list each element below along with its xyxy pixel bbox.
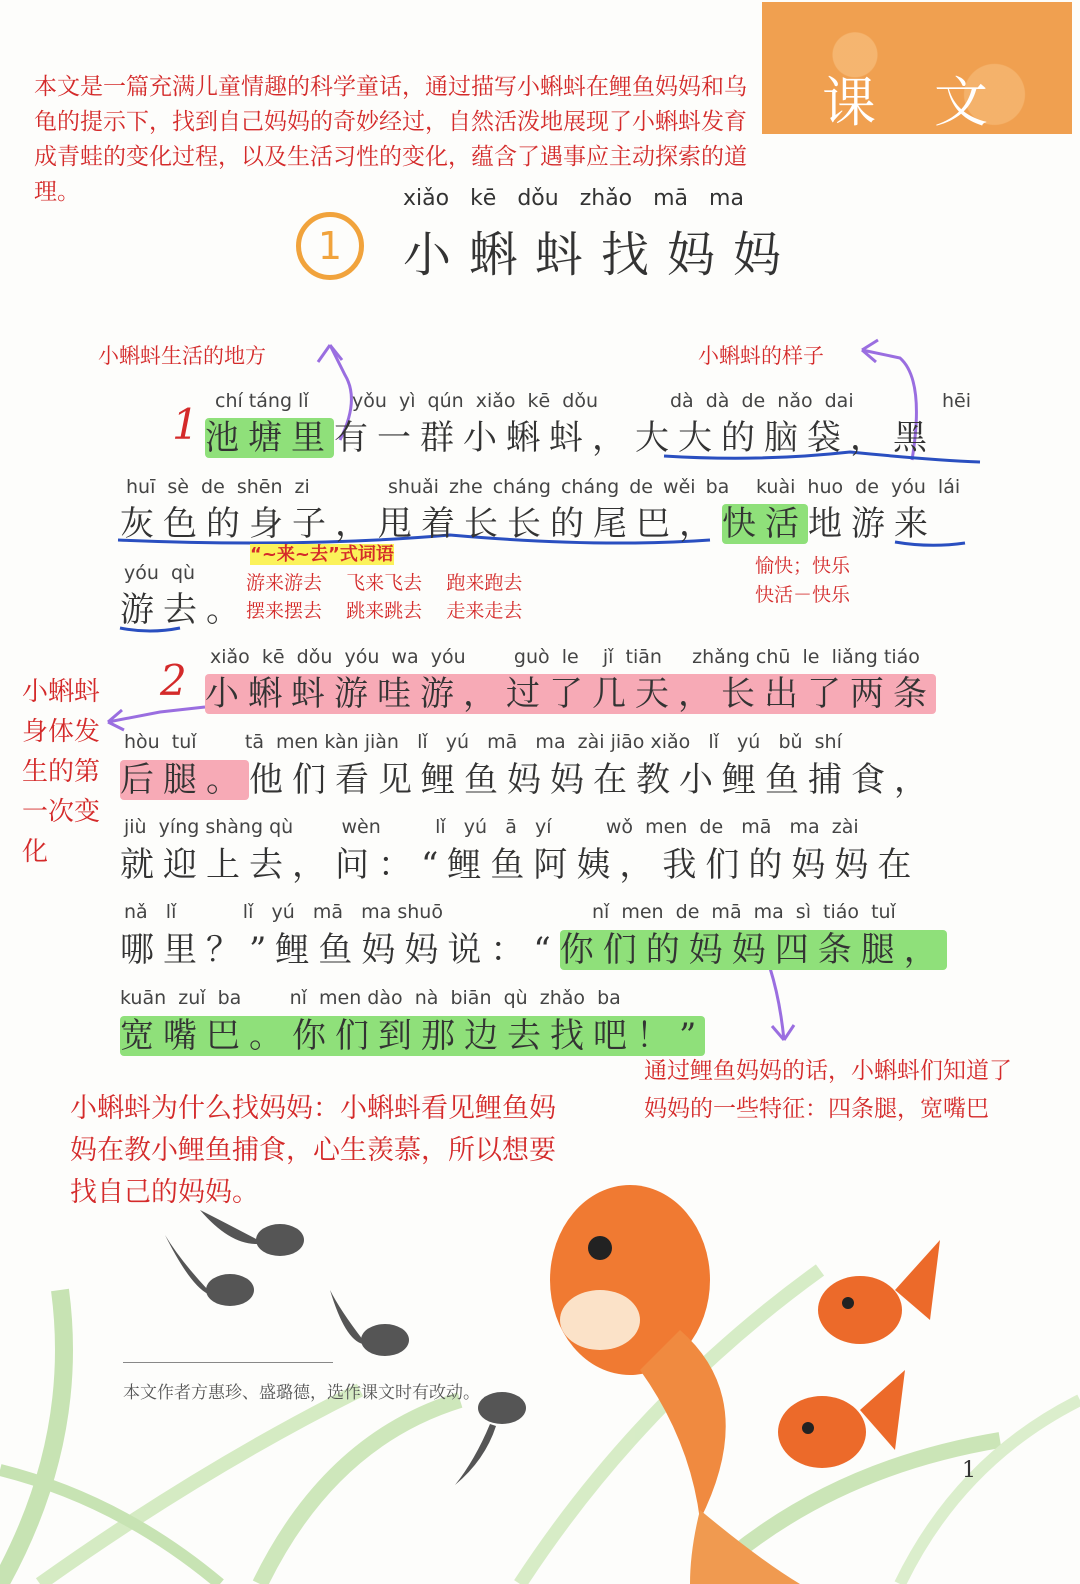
lesson-title: 小蝌蚪找妈妈 [403, 227, 800, 283]
line1-pinyin-b: yǒu yì qún xiǎo kē dǒu [352, 390, 598, 412]
line1-pinyin-d: hēi [942, 390, 972, 412]
section-tag-label: 课文 [822, 71, 1046, 134]
why-note: 小蝌蚪为什么找妈妈：小蝌蚪看见鲤鱼妈妈在教小鲤鱼捕食，心生羡慕，所以想要找自己的妈妈。 [70, 1093, 556, 1208]
line1-text-c: 大大的脑袋， [635, 418, 893, 458]
tadpoles [165, 1210, 526, 1485]
pattern-label: “~来~去”式词语 [250, 544, 394, 565]
lesson-number: 1 [296, 212, 364, 280]
line2-text-d: 地游来 [808, 504, 937, 544]
pattern-row-2: 摆来摆去 跳来跳去 走来走去 [246, 600, 523, 622]
line7-pinyin-a: nǎ lǐ lǐ yú mā ma shuō [124, 901, 443, 923]
line8-text-row [120, 1008, 705, 1057]
line2-pinyin-b: shuǎi zhe cháng cháng de wěi ba [388, 476, 730, 498]
feature-note: 通过鲤鱼妈妈的话，小蝌蚪们知道了妈妈的一些特征：四条腿，宽嘴巴 [644, 1058, 1012, 1122]
highlight-legs-grow: 小蝌蚪游哇游，过了几天，长出了两条 [205, 674, 936, 714]
line3-pinyin: yóu qù [124, 562, 196, 584]
highlight-hind-legs: 后腿。 [120, 760, 249, 800]
synonym-note-2: 快活－快乐 [755, 584, 851, 606]
credit-divider [123, 1362, 333, 1363]
line5-pinyin: hòu tuǐ tā men kàn jiàn lǐ yú mā ma zài jiāo xiǎo lǐ yú bǔ shí [124, 731, 842, 753]
line3-text: 游去。 [120, 590, 249, 630]
feature-arrow [770, 968, 784, 1040]
line1-text-d: 黑 [893, 418, 936, 458]
line1-text-row [205, 410, 936, 459]
page-number: 1 [962, 1458, 976, 1483]
highlight-pond: 池塘里 [205, 418, 334, 458]
line1-text-b: 有一群小蝌蚪， [334, 418, 635, 458]
line6-pinyin: jiù yíng shàng qù wèn lǐ yú ā yí wǒ men de mā ma zài [124, 816, 859, 838]
paragraph-number-2: 2 [160, 656, 187, 705]
line1-pinyin-a: chí táng lǐ [215, 390, 309, 412]
line5-text-row [120, 752, 937, 801]
habitat-note: 小蝌蚪生活的地方 [98, 344, 266, 368]
line6-text: 就迎上去，问：“鲤鱼阿姨，我们的妈妈在 [120, 845, 921, 885]
paragraph-number-1: 1 [172, 400, 199, 449]
line8-pinyin: kuān zuǐ ba nǐ men dào nà biān qù zhǎo ba [120, 987, 621, 1009]
line2-text-b: 甩着长长的尾巴， [378, 504, 722, 544]
line1-pinyin-c: dà dà de nǎo dai [670, 390, 854, 412]
highlight-wide-mouth: 宽嘴巴。你们到那边去找吧！” [120, 1016, 706, 1056]
title-pinyin: xiǎo kē dǒu zhǎo mā ma [403, 186, 744, 211]
line2-text-row [120, 496, 937, 545]
line2-text-a: 灰色的身子， [120, 504, 378, 544]
line4-pinyin: xiǎo kē dǒu yóu wa yóu guò le jǐ tiān zhǎng chū le liǎng tiáo [210, 646, 920, 668]
synonym-note-1: 愉快；快乐 [755, 555, 851, 577]
line7-text-a: 哪里？”鲤鱼妈妈说：“ [120, 930, 560, 970]
highlight-four-legs: 你们的妈妈四条腿， [559, 930, 947, 970]
pattern-row-1: 游来游去 飞来飞去 跑来跑去 [246, 572, 523, 594]
line7-pinyin-b: nǐ men de mā ma sì tiáo tuǐ [592, 901, 896, 923]
change-note: 小蝌蚪身体发生的第一次变化 [22, 677, 101, 867]
line2-pinyin-a: huī sè de shēn zi [126, 476, 310, 498]
line7-text-row [120, 922, 947, 971]
intro-annotation: 本文是一篇充满儿童情趣的科学童话，通过描写小蝌蚪在鲤鱼妈妈和乌龟的提示下，找到自己妈妈的奇妙经过，自然活泼地展现了小蝌蚪发育成青蛙的变化过程，以及生活习性的变化，蕴含了遇事应主动探索的道理。 [34, 74, 747, 205]
line5-text-b: 他们看见鲤鱼妈妈在教小鲤鱼捕食， [249, 760, 937, 800]
appearance-note: 小蝌蚪的样子 [698, 344, 824, 368]
line2-pinyin-c: kuài huo de yóu lái [756, 476, 961, 498]
change-arrow [108, 707, 205, 722]
small-carps [778, 1240, 940, 1468]
line4-text-row [205, 666, 936, 715]
credit-text: 本文作者方惠珍、盛璐德，选作课文时有改动。 [123, 1383, 480, 1403]
highlight-happy: 快活 [722, 504, 808, 544]
